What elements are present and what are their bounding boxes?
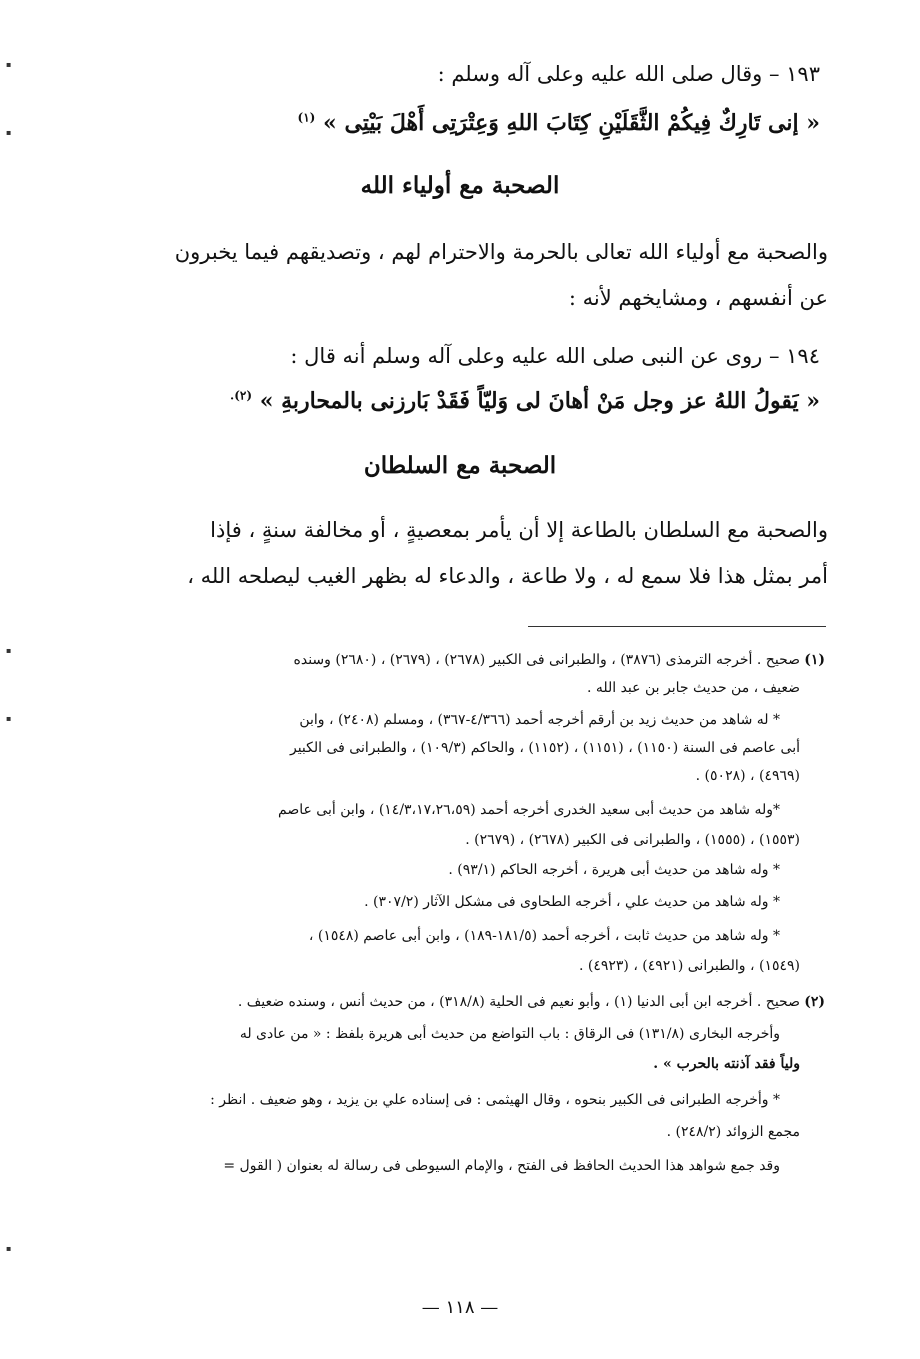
hadith-193-intro: ١٩٣ – وقال صلى الله عليه وعلى آله وسلم : (437, 62, 820, 86)
footnote-1-line: (٤٩٦٩) ، (٥٠٢٨) . (695, 768, 800, 784)
para-awliya-line1: والصحبة مع أولياء الله تعالى بالحرمة والاحترام لهم ، وتصديقهم فيما يخبرون (174, 240, 828, 264)
hadith-194-text (130, 388, 820, 414)
footnote-2-number: (٢) (804, 994, 825, 1010)
footnote-2-line: مجمع الزوائد (٢٤٨/٢) . (666, 1124, 800, 1140)
para-awliya-line2: عن أنفسهم ، ومشايخهم لأنه : (568, 286, 828, 310)
footnote-1-number: (١) (804, 652, 825, 668)
footnote-ref-2[interactable]: (٢). (230, 388, 253, 403)
hadith-193-quote: « إنى تَارِكٌ فِيكُمْ الثَّقَلَيْنِ كِتَابَ اللهِ وَعِتْرَتِى أَهْلَ بَيْتِى » (323, 110, 820, 136)
scan-speck: ▪ (6, 128, 12, 137)
footnote-2-line: ولياً فقد آذنته بالحرب » . (653, 1056, 800, 1072)
scan-speck: ▪ (6, 646, 12, 655)
para-sultan-line1: والصحبة مع السلطان بالطاعة إلا أن يأمر بمعصيةٍ ، أو مخالفة سنةٍ ، فإذا (210, 518, 828, 542)
scan-speck: ▪ (6, 714, 12, 723)
footnote-2-line: * وأخرجه الطبرانى فى الكبير بنحوه ، وقال الهيثمى : فى إسناده علي بن يزيد ، وهو ضعيف . انظر : (210, 1092, 780, 1108)
footnote-ref-1[interactable]: (١) (297, 110, 316, 125)
hadith-194-quote: « يَقولُ اللهُ عز وجل مَنْ أهانَ لى وَليّاً فَقَدْ بَارزنى بالمحاربةِ » (259, 388, 820, 414)
section-heading-awliya: الصحبة مع أولياء الله (360, 172, 560, 199)
para-sultan-line2: أمر بمثل هذا فلا سمع له ، ولا طاعة ، والدعاء له بظهر الغيب ليصلحه الله ، (187, 564, 828, 588)
footnote-1-line: * وله شاهد من حديث ثابت ، أخرجه أحمد (١٨١/٥-١٨٩) ، وابن أبى عاصم (١٥٤٨) ، (308, 928, 780, 944)
scan-speck: ▪ (6, 1244, 12, 1253)
footnote-1-line: * وله شاهد من حديث أبى هريرة ، أخرجه الحاكم (٩٣/١) . (448, 862, 780, 878)
footnote-1-line: صحيح . أخرجه الترمذى (٣٨٧٦) ، والطبرانى فى الكبير (٢٦٧٨) ، (٢٦٧٩) ، (٢٦٨٠) وسنده (293, 652, 800, 668)
footnote-separator (528, 626, 826, 627)
hadith-194-intro: ١٩٤ – روى عن النبى صلى الله عليه وعلى آله وسلم أنه قال : (290, 344, 820, 368)
footnote-2-line: وقد جمع شواهد هذا الحديث الحافظ فى الفتح ، والإمام السيوطى فى رسالة له بعنوان ( القول = (223, 1158, 780, 1174)
footnote-1-line: (١٥٥٣) ، (١٥٥٥) ، والطبرانى فى الكبير (٢٦٧٨) ، (٢٦٧٩) . (465, 832, 800, 848)
footnote-2-line: صحيح . أخرجه ابن أبى الدنيا (١) ، وأبو نعيم فى الحلية (٣١٨/٨) ، من حديث أنس ، وسنده ضعيف . (237, 994, 800, 1010)
footnote-1-line: *وله شاهد من حديث أبى سعيد الخدرى أخرجه أحمد (١٤/٣،١٧،٢٦،٥٩) ، وابن أبى عاصم (278, 802, 780, 818)
footnote-1-line: أبى عاصم فى السنة (١١٥٠) ، (١١٥١) ، (١١٥٢) ، والحاكم (١٠٩/٣) ، والطبرانى فى الكبير (289, 740, 800, 756)
hadith-193-text (130, 110, 820, 136)
footnote-1-line: * له شاهد من حديث زيد بن أرقم أخرجه أحمد (٤/٣٦٦-٣٦٧) ، ومسلم (٢٤٠٨) ، وابن (299, 712, 780, 728)
section-heading-sultan: الصحبة مع السلطان (363, 452, 557, 479)
footnote-1-line: (١٥٤٩) ، والطبرانى (٤٩٢١) ، (٤٩٢٣) . (578, 958, 800, 974)
footnote-1-line: ضعيف ، من حديث جابر بن عبد الله . (586, 680, 800, 696)
footnote-1-line: * وله شاهد من حديث علي ، أخرجه الطحاوى فى مشكل الآثار (٣٠٧/٢) . (364, 894, 780, 910)
page-number: — ١١٨ — (421, 1297, 499, 1318)
scan-speck: ▪ (6, 60, 12, 69)
footnote-2-line: وأخرجه البخارى (١٣١/٨) فى الرقاق : باب التواضع من حديث أبى هريرة بلفظ : « من عادى له (239, 1026, 780, 1042)
